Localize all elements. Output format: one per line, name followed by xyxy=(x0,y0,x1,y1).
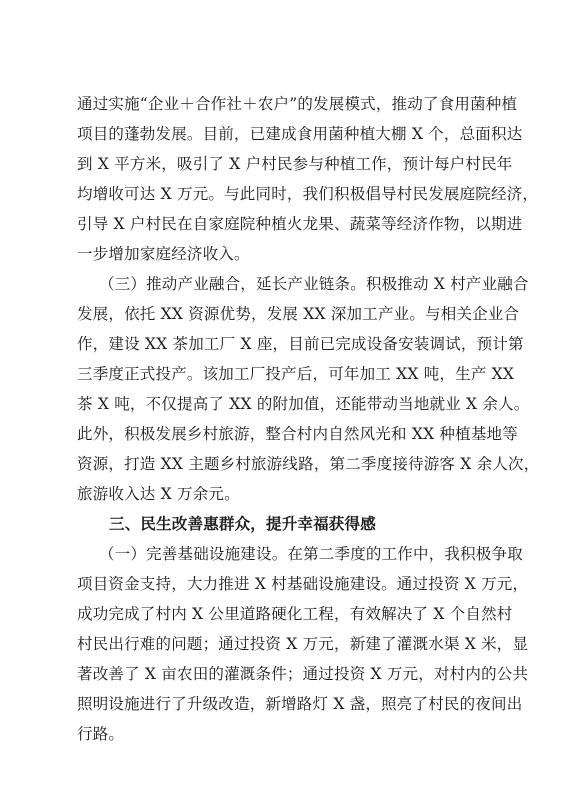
text-line: 成功完成了村内 X 公里道路硬化工程，有效解决了 X 个自然村 xyxy=(77,605,513,623)
text-line: 三季度正式投产。该加工厂投产后，可年加工 XX 吨，生产 XX xyxy=(77,365,515,383)
body-text xyxy=(77,89,540,749)
text-line: （三）推动产业融合，延长产业链条。积极推动 X 村产业融合 xyxy=(99,275,529,293)
text-line: 通过实施“企业＋合作社＋农户”的发展模式，推动了食用菌种植 xyxy=(77,95,518,113)
text-line: 均增收可达 X 万元。与此同时，我们积极倡导村民发展庭院经济， xyxy=(77,185,539,203)
text-line: 项目资金支持，大力推进 X 村基础设施建设。通过投资 X 万元， xyxy=(77,575,529,593)
text-line: 照明设施进行了升级改造，新增路灯 X 盏，照亮了村民的夜间出 xyxy=(77,695,523,713)
text-line: 行路。 xyxy=(77,725,125,743)
text-line: 此外，积极发展乡村旅游，整合村内自然风光和 XX 种植基地等 xyxy=(77,425,518,443)
text-line: 茶 X 吨，不仅提高了 XX 的附加值，还能带动当地就业 X 余人。 xyxy=(77,395,530,413)
text-line: 村民出行难的问题；通过投资 X 万元，新建了灌溉水渠 X 米，显 xyxy=(77,635,529,653)
text-line: （一）完善基础设施建设。在第二季度的工作中，我积极争取 xyxy=(99,545,523,563)
text-line: 作，建设 XX 茶加工厂 X 座，目前已完成设备安装调试，预计第 xyxy=(77,335,524,353)
text-line: 资源，打造 XX 主题乡村旅游线路，第二季度接待游客 X 余人次， xyxy=(77,455,540,473)
text-line: 旅游收入达 X 万余元。 xyxy=(77,485,240,503)
text-line: 项目的蓬勃发展。目前，已建成食用菌种植大棚 X 个，总面积达 xyxy=(77,125,523,143)
text-line: 引导 X 户村民在自家庭院种植火龙果、蔬菜等经济作物，以期进 xyxy=(77,215,523,233)
text-line: 到 X 平方米，吸引了 X 户村民参与种植工作，预计每户村民年 xyxy=(77,155,513,173)
text-line: 一步增加家庭经济收入。 xyxy=(77,245,250,263)
text-line: 发展，依托 XX 资源优势，发展 XX 深加工产业。与相关企业合 xyxy=(77,305,520,323)
section-heading: 三、民生改善惠群众，提升幸福获得感 xyxy=(109,514,376,533)
text-line: 著改善了 X 亩农田的灌溉条件；通过投资 X 万元，对村内的公共 xyxy=(77,665,529,683)
